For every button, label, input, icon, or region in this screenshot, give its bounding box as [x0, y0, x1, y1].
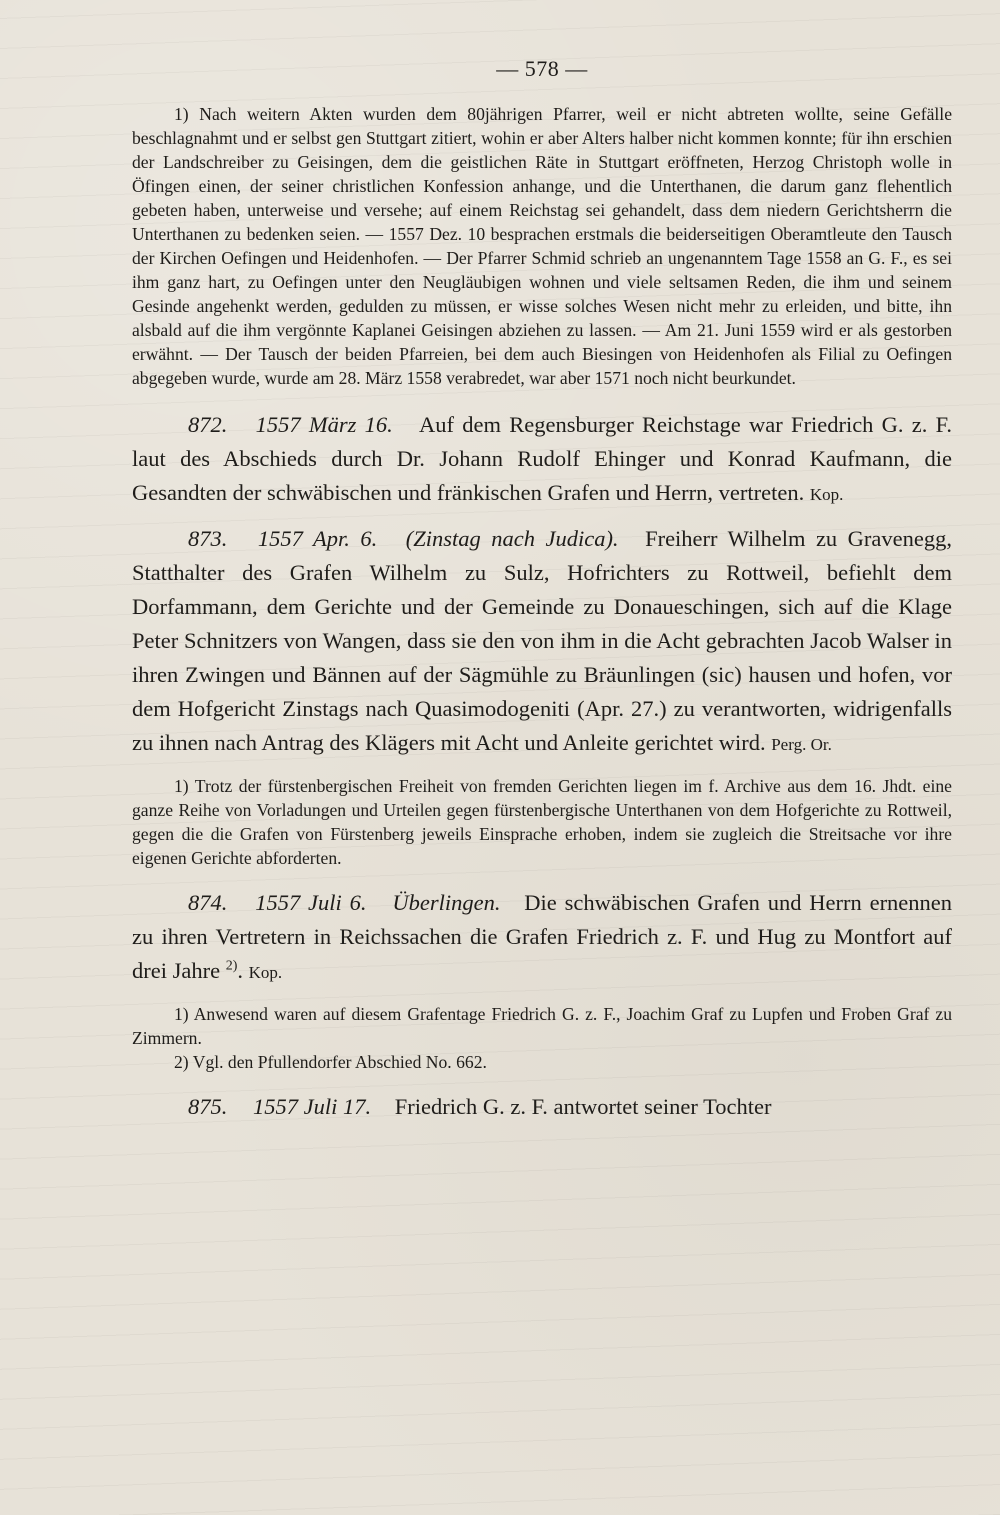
entry-suffix: Perg. Or. [771, 735, 832, 754]
footnote-top: 1) Nach weitern Akten wurden dem 80jährigen Pfarrer, weil er nicht abtreten wollte, seine Gefälle beschlagnahmt und er selbst gen Stuttgart zitiert, wohin er aber Alters halber nicht kommen konnte; für ihn erschien der Landschreiber zu Geisingen, dem die geistlichen Räte in Stuttgart eröffneten, Herzog Christoph wolle in Öfingen einen, der seiner christlichen Konfession anhange, und die Unterthanen, die darum ganz flehentlich gebeten haben, unterweise und versehe; auf einem Reichstag sei gehandelt, dass dem niedern Gerichtsherrn die Unterthanen zu bedenken seien. — 1557 Dez. 10 besprachen erstmals die beiderseitigen Oberamtleute den Tausch der Kirchen Oefingen und Heidenhofen. — Der Pfarrer Schmid schrieb an ungenanntem Tage 1558 an G. F., es sei ihm ganz hart, zu Oefingen unter den Neugläubigen wohnen und viele seltsamen Reden, die ihm und seinem Gesinde angehenkt werden, gedulden zu müssen, er wisse solches Wesen nicht mehr zu erleiden, und bitte, ihn alsbald auf die ihm vergönnte Kaplanei Geisingen abziehen zu lassen. — Am 21. Juni 1559 wird er als gestorben erwähnt. — Der Tausch der beiden Pfarreien, bei dem auch Biesingen von Heidenhofen als Filial zu Oefingen abgegeben wurde, wurde am 28. März 1558 verabredet, war aber 1571 noch nicht beurkundet. [132, 104, 952, 388]
entry-873 [132, 522, 952, 762]
entry-874 [132, 886, 952, 990]
entry-suffix: Kop. [248, 963, 283, 982]
footnotes-874 [132, 1002, 952, 1074]
entry-text: Die schwäbischen Grafen und Herrn ernennen zu ihren Vertretern in Reichssachen die Grafen Friedrich z. F. und Hug zu Montfort auf drei Jahre [132, 890, 953, 983]
entry-text: Friedrich G. z. F. antwortet seiner Tochter [394, 1094, 772, 1119]
entry-number: 874. [188, 890, 228, 915]
entry-text: Auf dem Regensburger Reichstage war Friedrich G. z. F. laut des Abschieds durch Dr. Johann Rudolf Ehinger und Konrad Kaufmann, die Gesandten der schwäbischen und fränkischen Grafen und Herrn, vertreten. [132, 412, 952, 505]
footnote: 1) Trotz der fürstenbergischen Freiheit von fremden Gerichten liegen im f. Archive aus dem 16. Jhdt. eine ganze Reihe von Vorladungen und Urteilen gegen fürstenbergische Unterthanen von dem Hofgerichte zu Rottweil, gegen die die Grafen von Fürstenberg jeweils Einsprache erhoben, indem sie zugleich die Streitsache vor ihre eigenen Gerichte abforderten. [132, 776, 952, 868]
footnote-marker: 2) [225, 958, 238, 974]
entry-meta [188, 1094, 395, 1119]
entry-paragraph [132, 522, 952, 762]
entry-text: Freiherr Wilhelm zu Gravenegg, Statthalter des Grafen Wilhelm zu Sulz, Hofrichters zu Rottweil, befiehlt dem Dorfammann, dem Gerichte und der Gemeinde zu Donaueschingen, sich auf die Klage Peter Schnitzers von Wangen, dass sie den von ihm in die Acht gebrachten Jacob Walser in ihren Zwingen und Bännen auf der Sägmühle zu Bräunlingen (sic) hausen und hofen, vor dem Hofgericht Zinstags nach Quasimodogeniti (Apr. 27.) zu verantworten, widrigenfalls zu ihnen nach Antrag des Klägers mit Acht und Anleite gerichtet wird. [132, 526, 953, 755]
entry-meta [188, 526, 645, 551]
entry-place: (Zinstag nach Judica). [405, 526, 619, 551]
page-number: — 578 — [496, 56, 588, 81]
footnote: 2) Vgl. den Pfullendorfer Abschied No. 662. [174, 1052, 487, 1072]
entry-meta [188, 890, 524, 915]
entry-date: 1557 März 16. [255, 412, 393, 437]
entry-paragraph [132, 1090, 952, 1124]
entry-suffix: Kop. [809, 485, 844, 504]
footnotes-873 [132, 774, 952, 870]
entry-date: 1557 Juli 17. [253, 1094, 372, 1119]
entry-number: 875. [188, 1094, 228, 1119]
entry-number: 873. [188, 526, 228, 551]
footnote: 1) Anwesend waren auf diesem Grafentage Friedrich G. z. F., Joachim Graf zu Lupfen und Froben Graf zu Zimmern. [132, 1004, 952, 1048]
entry-872 [132, 408, 952, 512]
entry-date: 1557 Apr. 6. [257, 526, 378, 551]
entry-date: 1557 Juli 6. [255, 890, 367, 915]
entry-number: 872. [188, 412, 228, 437]
entry-meta [188, 412, 419, 437]
entry-875 [132, 1090, 952, 1124]
entry-paragraph [132, 408, 952, 512]
entry-paragraph: 874. 1557 Juli 6. Überlingen. Die schwäbischen Grafen und Herrn ernennen zu ihren Vertretern in Reichssachen die Grafen Friedrich z. F. und Hug zu Montfort auf drei Jahre $^{2)}$. Kop. [132, 890, 953, 983]
entry-place: Überlingen. [392, 890, 501, 915]
